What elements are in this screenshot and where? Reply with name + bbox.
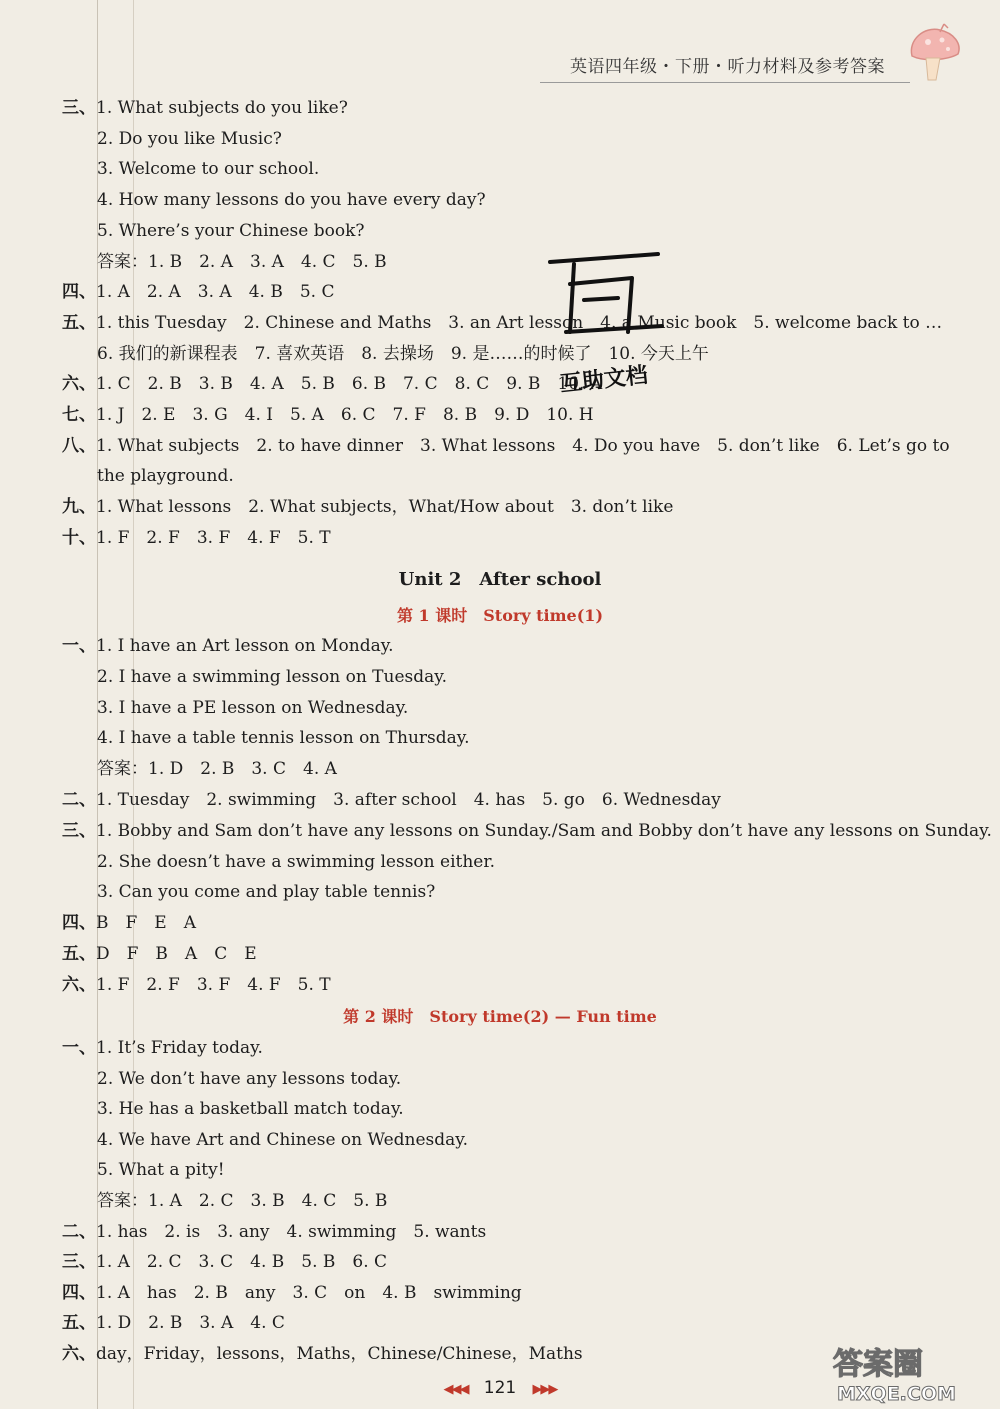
answer-line bbox=[97, 758, 337, 780]
answer-line bbox=[62, 281, 334, 303]
answer-text: 1. F 2. F 3. F 4. F 5. T bbox=[96, 974, 331, 995]
answer-text: 1. Tuesday 2. swimming 3. after school 4. has 5. go 6. Wednesday bbox=[96, 790, 721, 810]
answer-line bbox=[62, 97, 348, 119]
answer-text: 1. I have an Art lesson on Monday. bbox=[96, 636, 394, 656]
answer-line bbox=[97, 697, 408, 719]
question-number: 九、 bbox=[62, 497, 96, 518]
question-number: 三、 bbox=[62, 98, 96, 118]
answer-line bbox=[97, 465, 234, 487]
answer-text: 4. I have a table tennis lesson on Thursday. bbox=[97, 728, 470, 749]
question-number: 七、 bbox=[62, 405, 96, 425]
answer-text: day，Friday，lessons，Maths，Chinese/Chinese，Maths bbox=[96, 1344, 583, 1364]
answer-text: 2. She doesn’t have a swimming lesson either. bbox=[97, 851, 496, 872]
answer-line bbox=[62, 1221, 486, 1243]
answer-text: 2. I have a swimming lesson on Tuesday. bbox=[97, 666, 448, 687]
answer-text: 3. He has a basketball match today. bbox=[97, 1099, 404, 1120]
question-number: 五、 bbox=[62, 944, 96, 964]
answer-line bbox=[62, 789, 721, 811]
question-number: 三、 bbox=[62, 820, 96, 841]
watermark-top: 答案圈 bbox=[833, 1347, 923, 1382]
answer-line bbox=[62, 820, 992, 842]
answer-line bbox=[62, 1343, 583, 1365]
answer-text: 1. What subjects do you like? bbox=[96, 98, 348, 118]
answer-line bbox=[62, 974, 331, 996]
page-header-title: 英语四年级・下册・听力材料及参考答案 bbox=[570, 57, 885, 77]
question-number: 六、 bbox=[62, 1344, 96, 1364]
page-number: 121 bbox=[483, 1378, 517, 1398]
answer-line bbox=[97, 1190, 387, 1212]
answer-text: 3. Can you come and play table tennis? bbox=[97, 882, 436, 903]
answer-text: 1. Bobby and Sam don’t have any lessons on Sunday./Sam and Bobby don’t have any lessons on Sunday. bbox=[96, 820, 992, 841]
answer-line bbox=[97, 189, 486, 211]
answer-line bbox=[97, 881, 435, 903]
answer-text: 1. F 2. F 3. F 4. F 5. T bbox=[96, 527, 331, 548]
question-number: 六、 bbox=[62, 974, 96, 995]
stamp-text: 互助文档 bbox=[558, 363, 650, 398]
answer-line bbox=[62, 496, 673, 518]
answer-text: 1. C 2. B 3. B 4. A 5. B 6. B 7. C 8. C 9. B 10. A bbox=[96, 374, 603, 395]
question-number: 八、 bbox=[62, 435, 96, 456]
answer-line bbox=[97, 1098, 404, 1120]
question-number: 三、 bbox=[62, 1252, 96, 1273]
answer-line bbox=[97, 158, 319, 180]
header-rule bbox=[540, 82, 910, 83]
answer-text: 1. this Tuesday 2. Chinese and Maths 3. an Art lesson 4. a Music book 5. welcome back to … bbox=[96, 312, 943, 333]
question-number: 五、 bbox=[62, 312, 96, 333]
answer-text: 答案：1. D 2. B 3. C 4. A bbox=[97, 759, 337, 780]
answer-line bbox=[62, 1282, 522, 1304]
answer-text: 4. We have Art and Chinese on Wednesday. bbox=[97, 1129, 469, 1150]
answer-text: the playground. bbox=[97, 466, 234, 487]
answer-text: 答案：1. A 2. C 3. B 4. C 5. B bbox=[97, 1191, 388, 1211]
answer-text: 6. 我们的新课程表 7. 喜欢英语 8. 去操场 9. 是……的时候了 10. 今天上午 bbox=[97, 343, 709, 364]
answer-line bbox=[62, 1251, 387, 1273]
answer-line bbox=[97, 1129, 468, 1151]
answer-text: 1. has 2. is 3. any 4. swimming 5. wants bbox=[96, 1221, 487, 1242]
next-arrows-icon: ▶▶▶ bbox=[532, 1382, 557, 1397]
question-number: 四、 bbox=[62, 1282, 96, 1303]
answer-line bbox=[97, 851, 495, 873]
handwritten-stamp bbox=[540, 240, 680, 400]
lesson1-title: 第 1 课时 Story time(1) bbox=[396, 606, 604, 625]
question-number: 四、 bbox=[62, 282, 96, 303]
answer-text: 1. A 2. C 3. C 4. B 5. B 6. C bbox=[96, 1252, 388, 1273]
answer-line bbox=[62, 404, 594, 426]
lesson2-title: 第 2 课时 Story time(2) — Fun time bbox=[343, 1007, 657, 1026]
question-number: 一、 bbox=[62, 636, 96, 656]
answer-line bbox=[62, 912, 196, 934]
answer-text: 1. J 2. E 3. G 4. I 5. A 6. C 7. F 8. B 9. D 10. H bbox=[96, 405, 594, 425]
answer-line bbox=[97, 1159, 225, 1181]
answer-text: 3. Welcome to our school. bbox=[97, 159, 320, 180]
question-number: 六、 bbox=[62, 374, 96, 395]
answer-line bbox=[62, 527, 331, 549]
question-number: 二、 bbox=[62, 1221, 96, 1242]
question-number: 十、 bbox=[62, 527, 96, 548]
answer-text: 1. What subjects 2. to have dinner 3. What lessons 4. Do you have 5. don’t like 6. Let’s go to bbox=[96, 435, 950, 456]
watermark-logo bbox=[815, 1340, 995, 1406]
answer-text: D F B A C E bbox=[96, 944, 257, 964]
question-number: 四、 bbox=[62, 913, 96, 934]
answer-line bbox=[62, 435, 950, 457]
answer-text: 1. D 2. B 3. A 4. C bbox=[96, 1313, 285, 1334]
answer-line bbox=[62, 943, 257, 965]
answer-line bbox=[97, 666, 447, 688]
answer-text: 4. How many lessons do you have every day? bbox=[97, 190, 486, 211]
question-number: 一、 bbox=[62, 1038, 96, 1058]
answer-text: 答案：1. B 2. A 3. A 4. C 5. B bbox=[97, 251, 387, 272]
answer-line bbox=[62, 635, 394, 657]
mushroom-icon bbox=[904, 22, 964, 84]
answer-line bbox=[97, 251, 387, 273]
answer-text: 1. It’s Friday today. bbox=[96, 1038, 263, 1058]
answer-text: 5. Where’s your Chinese book? bbox=[97, 220, 365, 241]
answer-text: 3. I have a PE lesson on Wednesday. bbox=[97, 697, 409, 718]
answer-text: 2. We don’t have any lessons today. bbox=[97, 1068, 402, 1089]
answer-text: 1. A has 2. B any 3. C on 4. B swimming bbox=[96, 1282, 522, 1303]
answer-line bbox=[97, 128, 282, 150]
answer-line bbox=[62, 373, 602, 395]
answer-text: 1. What lessons 2. What subjects，What/How about 3. don’t like bbox=[96, 497, 674, 518]
question-number: 二、 bbox=[62, 790, 96, 810]
answer-line bbox=[62, 312, 942, 334]
prev-arrows-icon: ◀◀◀ bbox=[443, 1382, 468, 1397]
answer-line bbox=[62, 1312, 285, 1334]
watermark-bottom: MXQE.COM bbox=[837, 1383, 956, 1405]
answer-text: B F E A bbox=[96, 913, 196, 934]
answer-line bbox=[97, 1068, 401, 1090]
unit-title: Unit 2 After school bbox=[398, 569, 602, 590]
answer-line bbox=[97, 727, 470, 749]
answer-text: 5. What a pity! bbox=[97, 1160, 225, 1181]
answer-line bbox=[62, 1037, 263, 1059]
answer-text: 2. Do you like Music? bbox=[97, 128, 282, 149]
answer-text: 1. A 2. A 3. A 4. B 5. C bbox=[96, 282, 335, 303]
answer-line bbox=[97, 220, 365, 242]
question-number: 五、 bbox=[62, 1313, 96, 1334]
